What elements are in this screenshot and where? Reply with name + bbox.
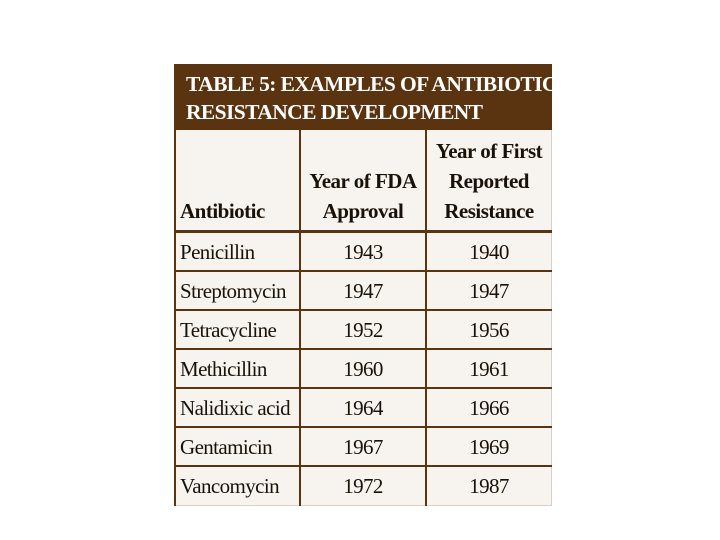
cell-fda-approval: 1960 bbox=[343, 357, 383, 381]
table-row bbox=[174, 311, 552, 350]
header-antibiotic-label: Antibiotic bbox=[180, 199, 265, 223]
table-row bbox=[174, 467, 552, 506]
cell-first-resistance: 1956 bbox=[469, 318, 509, 342]
cell-first-resistance: 1940 bbox=[469, 240, 509, 264]
table-title-line-2: RESISTANCE DEVELOPMENT bbox=[186, 100, 483, 124]
header-first-resistance bbox=[426, 130, 552, 230]
cell-fda-approval: 1952 bbox=[343, 318, 383, 342]
cell-first-resistance: 1987 bbox=[469, 474, 509, 498]
cell-antibiotic: Nalidixic acid bbox=[180, 396, 290, 420]
cell-fda-approval: 1972 bbox=[343, 474, 383, 498]
table-title-line-1: TABLE 5: EXAMPLES OF ANTIBIOTIC bbox=[186, 72, 557, 96]
table-row bbox=[174, 389, 552, 428]
cell-antibiotic: Streptomycin bbox=[180, 279, 286, 303]
cell-fda-approval: 1964 bbox=[343, 396, 383, 420]
header-fda-line-1: Year of FDA bbox=[309, 169, 417, 193]
table-row bbox=[174, 428, 552, 467]
header-resistance-line-3: Resistance bbox=[444, 199, 534, 223]
cell-antibiotic: Methicillin bbox=[180, 357, 267, 381]
cell-antibiotic: Tetracycline bbox=[180, 318, 277, 342]
cell-antibiotic: Vancomycin bbox=[180, 474, 279, 498]
table-title bbox=[174, 64, 557, 130]
table-row bbox=[174, 233, 552, 272]
header-fda-line-2: Approval bbox=[322, 199, 404, 223]
cell-fda-approval: 1943 bbox=[343, 240, 383, 264]
cell-fda-approval: 1967 bbox=[343, 435, 383, 459]
header-resistance-line-1: Year of First bbox=[435, 139, 543, 163]
cell-fda-approval: 1947 bbox=[343, 279, 383, 303]
cell-antibiotic: Penicillin bbox=[180, 240, 255, 264]
cell-first-resistance: 1966 bbox=[469, 396, 509, 420]
header-resistance-line-2: Reported bbox=[449, 169, 529, 193]
cell-first-resistance: 1961 bbox=[469, 357, 509, 381]
antibiotic-resistance-table bbox=[174, 64, 557, 506]
table-row bbox=[174, 350, 552, 389]
table-row bbox=[174, 272, 552, 311]
header-antibiotic bbox=[174, 130, 300, 230]
cell-antibiotic: Gentamicin bbox=[180, 435, 272, 459]
header-fda-approval bbox=[300, 130, 426, 230]
cell-first-resistance: 1947 bbox=[469, 279, 509, 303]
cell-first-resistance: 1969 bbox=[469, 435, 509, 459]
